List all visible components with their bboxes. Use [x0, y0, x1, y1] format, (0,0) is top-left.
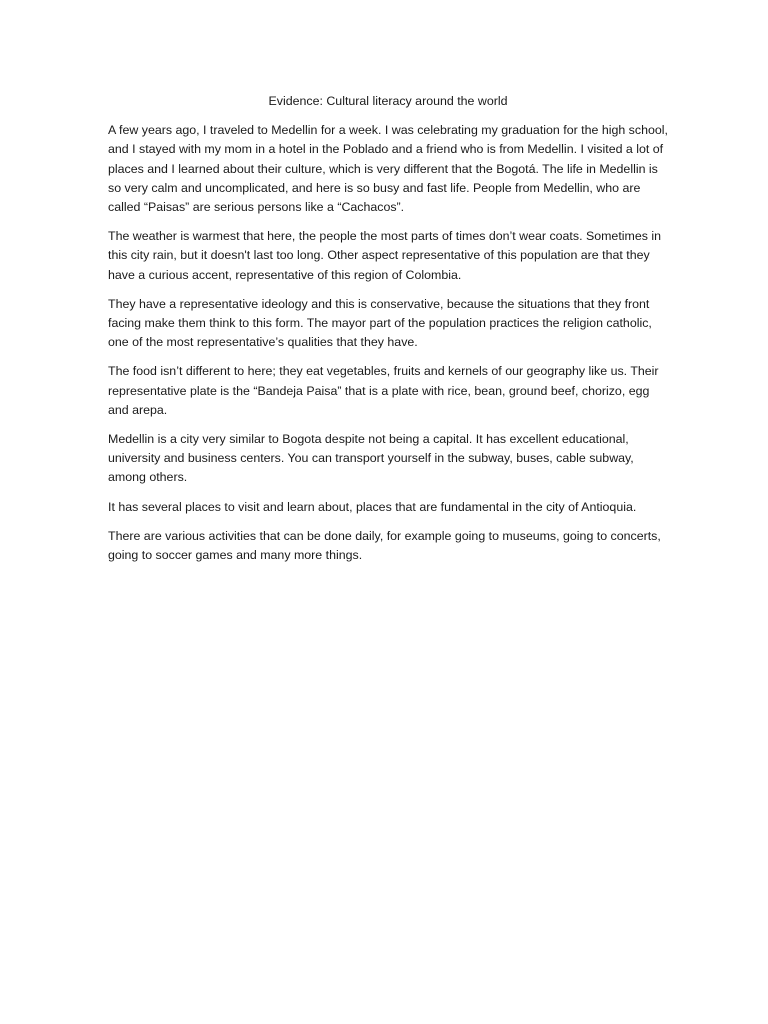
document-body [108, 92, 668, 575]
paragraph-ideology: They have a representative ideology and this is conservative, because the situations that they front facing make them think to this form. The mayor part of the population practices the religion catholic, one of the most representative’s qualities that they have. [108, 296, 652, 350]
document-title: Evidence: Cultural literacy around the world [268, 94, 508, 108]
paragraph-food: The food isn’t different to here; they eat vegetables, fruits and kernels of our geography like us. Their representative plate is the “Bandeja Paisa” that is a plate with rice, bean, ground beef, chorizo, egg and arepa. [108, 364, 659, 417]
paragraph-city: Medellin is a city very similar to Bogota despite not being a capital. It has excellent educational, university and business centers. You can transport yourself in the subway, buses, cable subway, among others. [108, 432, 634, 485]
paragraph-activities: There are various activities that can be done daily, for example going to museums, going to concerts, going to soccer games and many more things. [108, 528, 661, 563]
paragraph-places: It has several places to visit and learn about, places that are fundamental in the city of Antioquia. [108, 499, 637, 514]
paragraph-weather: The weather is warmest that here, the people the most parts of times don’t wear coats. Sometimes in this city rain, but it doesn't last too long. Other aspect representative of this population are that they have a curious accent, representative of this region of Colombia. [108, 229, 662, 282]
paragraph-medellin-trip: A few years ago, I traveled to Medellin for a week. I was celebrating my graduation for the high school, and I stayed with my mom in a hotel in the Poblado and a friend who is from Medellin. I visited a lot of places and I learned about their culture, which is very different that the Bogotá. The life in Medellin is so very calm and uncomplicated, and here is so busy and fast life. People from Medellin, who are called “Paisas” are serious persons like a “Cachacos”. [108, 123, 668, 215]
